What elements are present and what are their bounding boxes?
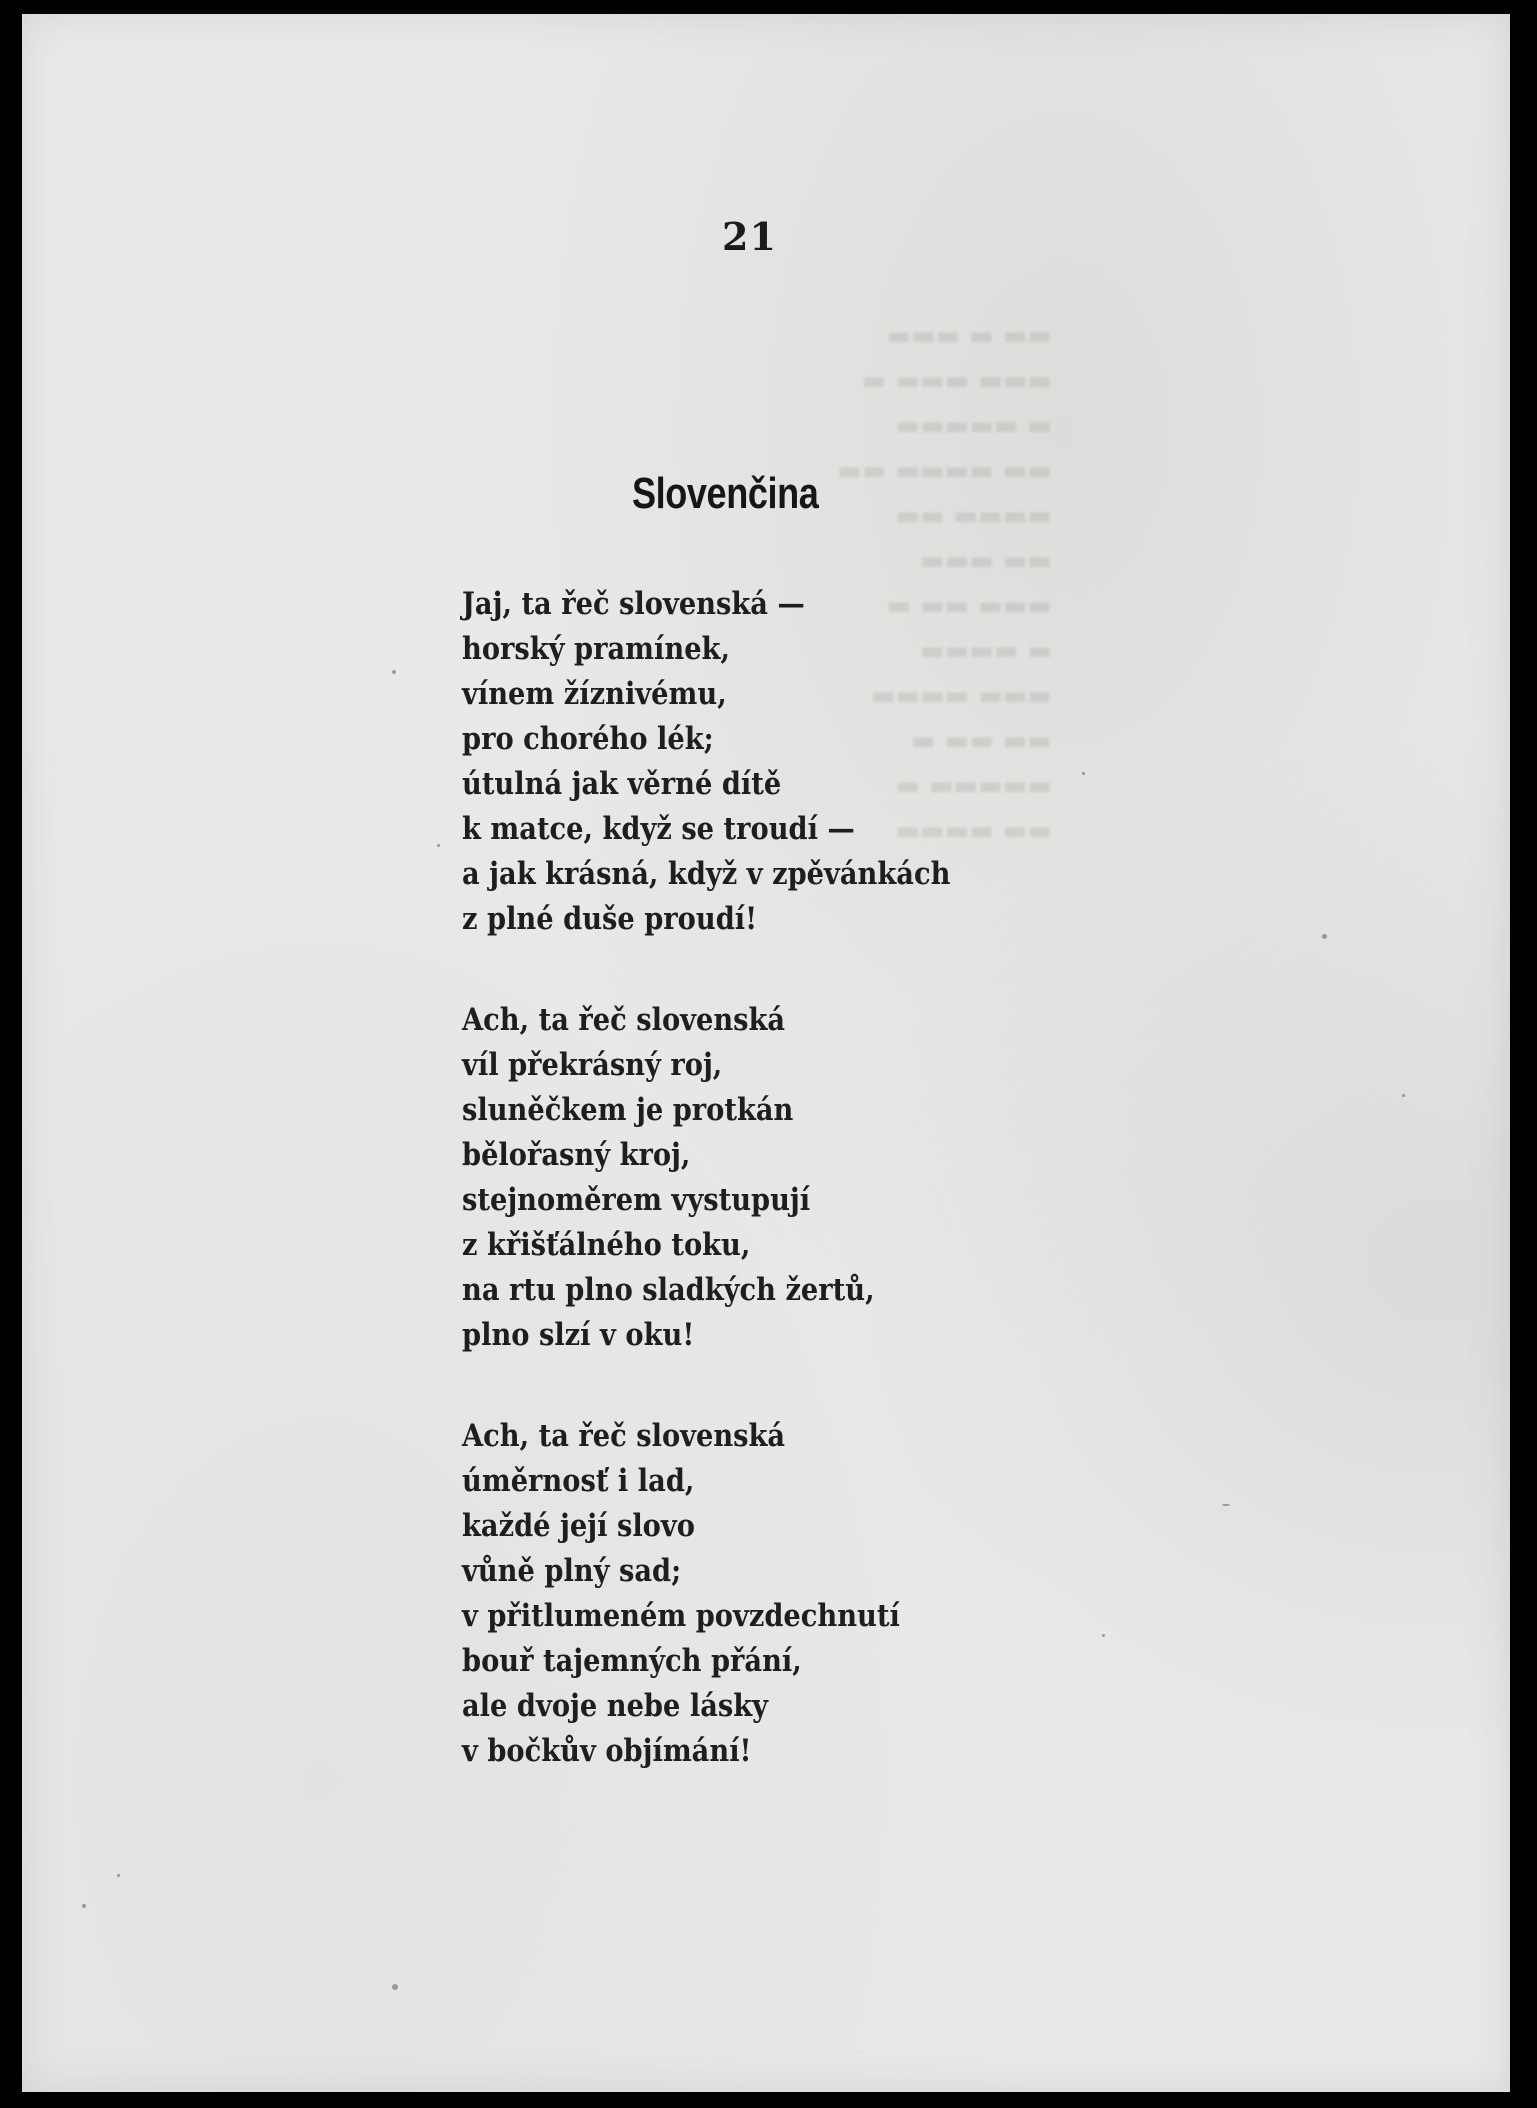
- poem-line: z plné duše proudí!: [462, 901, 758, 937]
- dust-speck: [437, 844, 440, 847]
- poem-line: Jaj, ta řeč slovenská —: [462, 586, 805, 622]
- poem-line: v bočkův objímání!: [462, 1733, 752, 1769]
- stanza-2: [462, 998, 1102, 1358]
- poem-line: bělořasný kroj,: [462, 1137, 691, 1173]
- poem-line: úměrnosť i lad,: [462, 1463, 695, 1499]
- poem-line: bouř tajemných přání,: [462, 1643, 802, 1679]
- poem-line: víl překrásný roj,: [462, 1047, 723, 1083]
- dust-speck: [1322, 934, 1327, 939]
- dust-speck: [1102, 1634, 1105, 1637]
- poem-line: na rtu plno sladkých žertů,: [462, 1272, 875, 1308]
- poem-body: [462, 582, 1102, 1830]
- poem-line: Ach, ta řeč slovenská: [462, 1002, 786, 1038]
- poem-line: vínem žíznivému,: [462, 676, 727, 712]
- poem-line: každé její slovo: [462, 1508, 695, 1544]
- dust-speck: [1082, 772, 1085, 775]
- poem-line: v přitlumeném povzdechnutí: [462, 1598, 900, 1634]
- poem-line: Ach, ta řeč slovenská: [462, 1418, 786, 1454]
- poem-line: plno slzí v oku!: [462, 1317, 695, 1353]
- bleed-through-texture: ▬▬ ▬ ▬▬▬ ▬▬▬ ▬▬▬ ▬ ▬ ▬▬▬▬▬ ▬▬ ▬▬▬▬ ▬▬ ▬▬▬▬ ▬▬ ▬▬ ▬▬▬ ▬▬▬ ▬▬ ▬ ▬ ▬▬▬▬ ▬▬▬ ▬▬▬▬ ▬▬ ▬▬ ▬ ▬▬▬▬▬ ▬ ▬▬ ▬▬▬▬: [837, 321, 1052, 846]
- poem-line: z křišťálného toku,: [462, 1227, 751, 1263]
- poem-title: Slovenčina: [632, 469, 819, 518]
- stanza-1: [462, 582, 1102, 942]
- poem-line: a jak krásná, když v zpěvánkách: [462, 856, 951, 892]
- dust-speck: [1402, 1094, 1405, 1097]
- poem-line: ale dvoje nebe lásky: [462, 1688, 769, 1724]
- dust-speck: [117, 1874, 120, 1877]
- poem-line: pro chorého lék;: [462, 721, 714, 757]
- stanza-3: [462, 1414, 1102, 1774]
- dust-speck: [392, 1984, 398, 1990]
- dust-speck: [82, 1904, 86, 1908]
- dust-speck: [392, 670, 396, 674]
- page-number: 21: [722, 214, 777, 259]
- poem-line: vůně plný sad;: [462, 1553, 682, 1589]
- poem-line: útulná jak věrné dítě: [462, 766, 782, 802]
- book-page: [22, 14, 1510, 2092]
- poem-line: horský pramínek,: [462, 631, 730, 667]
- dust-speck: [1222, 1504, 1230, 1506]
- poem-line: k matce, když se troudí —: [462, 811, 855, 847]
- poem-line: stejnoměrem vystupují: [462, 1182, 811, 1218]
- poem-line: sluněčkem je protkán: [462, 1092, 794, 1128]
